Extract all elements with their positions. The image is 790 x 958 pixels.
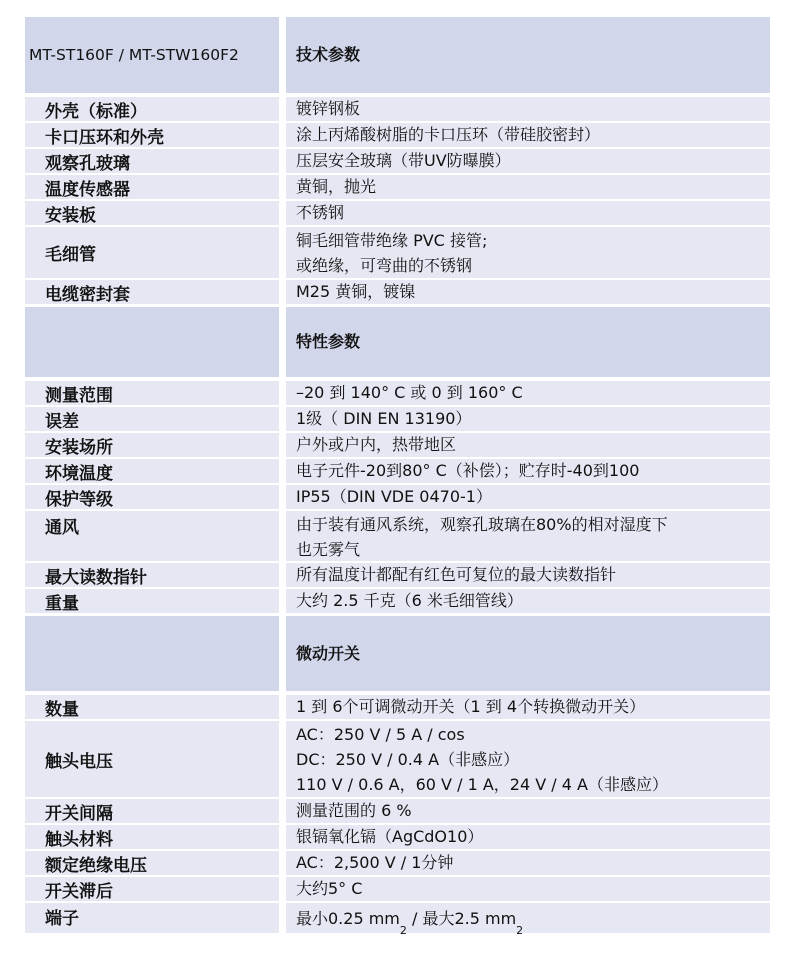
- value-line: 也无雾气: [296, 540, 361, 559]
- table-row: [25, 459, 770, 483]
- table-row: [25, 381, 770, 405]
- row-value: 大约 2.5 千克（6 米毛细管线）: [286, 589, 770, 613]
- section-label-empty: [25, 307, 279, 377]
- row-value: 涂上丙烯酸树脂的卡口压环（带硅胶密封）: [286, 123, 770, 147]
- row-label: 观察孔玻璃: [25, 149, 279, 173]
- row-label: 温度传感器: [25, 175, 279, 199]
- row-value: 电子元件-20到80° C（补偿）；贮存时-40到100: [286, 459, 770, 483]
- value-line: DC：250 V / 0.4 A（非感应）: [296, 750, 520, 769]
- row-value: 1级（ DIN EN 13190）: [286, 407, 770, 431]
- spec-table: [25, 17, 770, 937]
- value-line: 铜毛细管带绝缘 PVC 接管;: [296, 231, 488, 250]
- row-label: 最大读数指针: [25, 563, 279, 587]
- row-value: 大约5° C: [286, 877, 770, 901]
- row-label: 环境温度: [25, 459, 279, 483]
- value-line: 或绝缘，可弯曲的不锈钢: [296, 256, 473, 275]
- row-value: 1 到 6个可调微动开关（1 到 4个转换微动开关）: [286, 695, 770, 719]
- row-value: 所有温度计都配有红色可复位的最大读数指针: [286, 563, 770, 587]
- table-row: [25, 511, 770, 561]
- row-label: 毛细管: [25, 227, 279, 278]
- table-row: [25, 433, 770, 457]
- row-label: 安装板: [25, 201, 279, 225]
- terminal-min: 最小0.25 mm: [296, 909, 400, 928]
- row-value: 不锈钢: [286, 201, 770, 225]
- row-label: 误差: [25, 407, 279, 431]
- row-value: 镀锌钢板: [286, 97, 770, 121]
- table-row: [25, 695, 770, 719]
- row-value: M25 黄铜，镀镍: [286, 280, 770, 304]
- row-label: 数量: [25, 695, 279, 719]
- row-value: 户外或户内，热带地区: [286, 433, 770, 457]
- row-label: 开关滞后: [25, 877, 279, 901]
- section-title-technical: 技术参数: [286, 17, 770, 93]
- row-value: 黄铜，抛光: [286, 175, 770, 199]
- row-label: 额定绝缘电压: [25, 851, 279, 875]
- value-line: 110 V / 0.6 A，60 V / 1 A，24 V / 4 A（非感应）: [296, 775, 668, 794]
- row-label: 端子: [25, 903, 279, 933]
- table-row: [25, 407, 770, 431]
- section-row-microswitch: [25, 616, 770, 691]
- row-value: 测量范围的 6 %: [286, 799, 770, 823]
- table-header-row: [25, 17, 770, 93]
- row-label: 通风: [25, 511, 279, 561]
- row-label: 安装场所: [25, 433, 279, 457]
- section-label-empty: [25, 616, 279, 691]
- value-line: 由于装有通风系统，观察孔玻璃在80%的相对湿度下: [296, 515, 668, 534]
- row-label: 外壳（标准）: [25, 97, 279, 121]
- row-value: [286, 511, 770, 561]
- row-label: 保护等级: [25, 485, 279, 509]
- row-value: [286, 227, 770, 278]
- table-row: [25, 825, 770, 849]
- row-value: –20 到 140° C 或 0 到 160° C: [286, 381, 770, 405]
- row-value: AC：2,500 V / 1分钟: [286, 851, 770, 875]
- row-value: 银镉氧化镉（AgCdO10）: [286, 825, 770, 849]
- table-row: [25, 851, 770, 875]
- row-value: 最小0.25 mm 2 / 最大2.5 mm 2: [286, 903, 770, 933]
- table-row: [25, 589, 770, 613]
- table-row: [25, 227, 770, 278]
- table-row: [25, 485, 770, 509]
- table-row: [25, 721, 770, 797]
- table-row: [25, 201, 770, 225]
- row-label: 测量范围: [25, 381, 279, 405]
- section-row-characteristics: [25, 307, 770, 377]
- table-row: [25, 149, 770, 173]
- row-value: [286, 721, 770, 797]
- table-row: [25, 123, 770, 147]
- row-value: 压层安全玻璃（带UV防曝膜）: [286, 149, 770, 173]
- row-value: IP55（DIN VDE 0470-1）: [286, 485, 770, 509]
- table-row: [25, 903, 770, 937]
- terminal-max: 最大2.5 mm: [422, 909, 517, 928]
- table-row: [25, 563, 770, 587]
- row-label: 开关间隔: [25, 799, 279, 823]
- table-row: [25, 97, 770, 121]
- table-row: [25, 175, 770, 199]
- row-label: 卡口压环和外壳: [25, 123, 279, 147]
- row-label: 触头材料: [25, 825, 279, 849]
- section-title-microswitch: 微动开关: [286, 616, 770, 691]
- table-row: [25, 799, 770, 823]
- row-label: 电缆密封套: [25, 280, 279, 304]
- table-row: [25, 877, 770, 901]
- row-label: 触头电压: [25, 721, 279, 797]
- table-row: [25, 280, 770, 304]
- row-label: 重量: [25, 589, 279, 613]
- section-title-characteristics: 特性参数: [286, 307, 770, 377]
- value-line: AC：250 V / 5 A / cos: [296, 725, 465, 744]
- terminal-separator: /: [406, 909, 423, 928]
- model-name: MT-ST160F / MT-STW160F2: [25, 17, 279, 93]
